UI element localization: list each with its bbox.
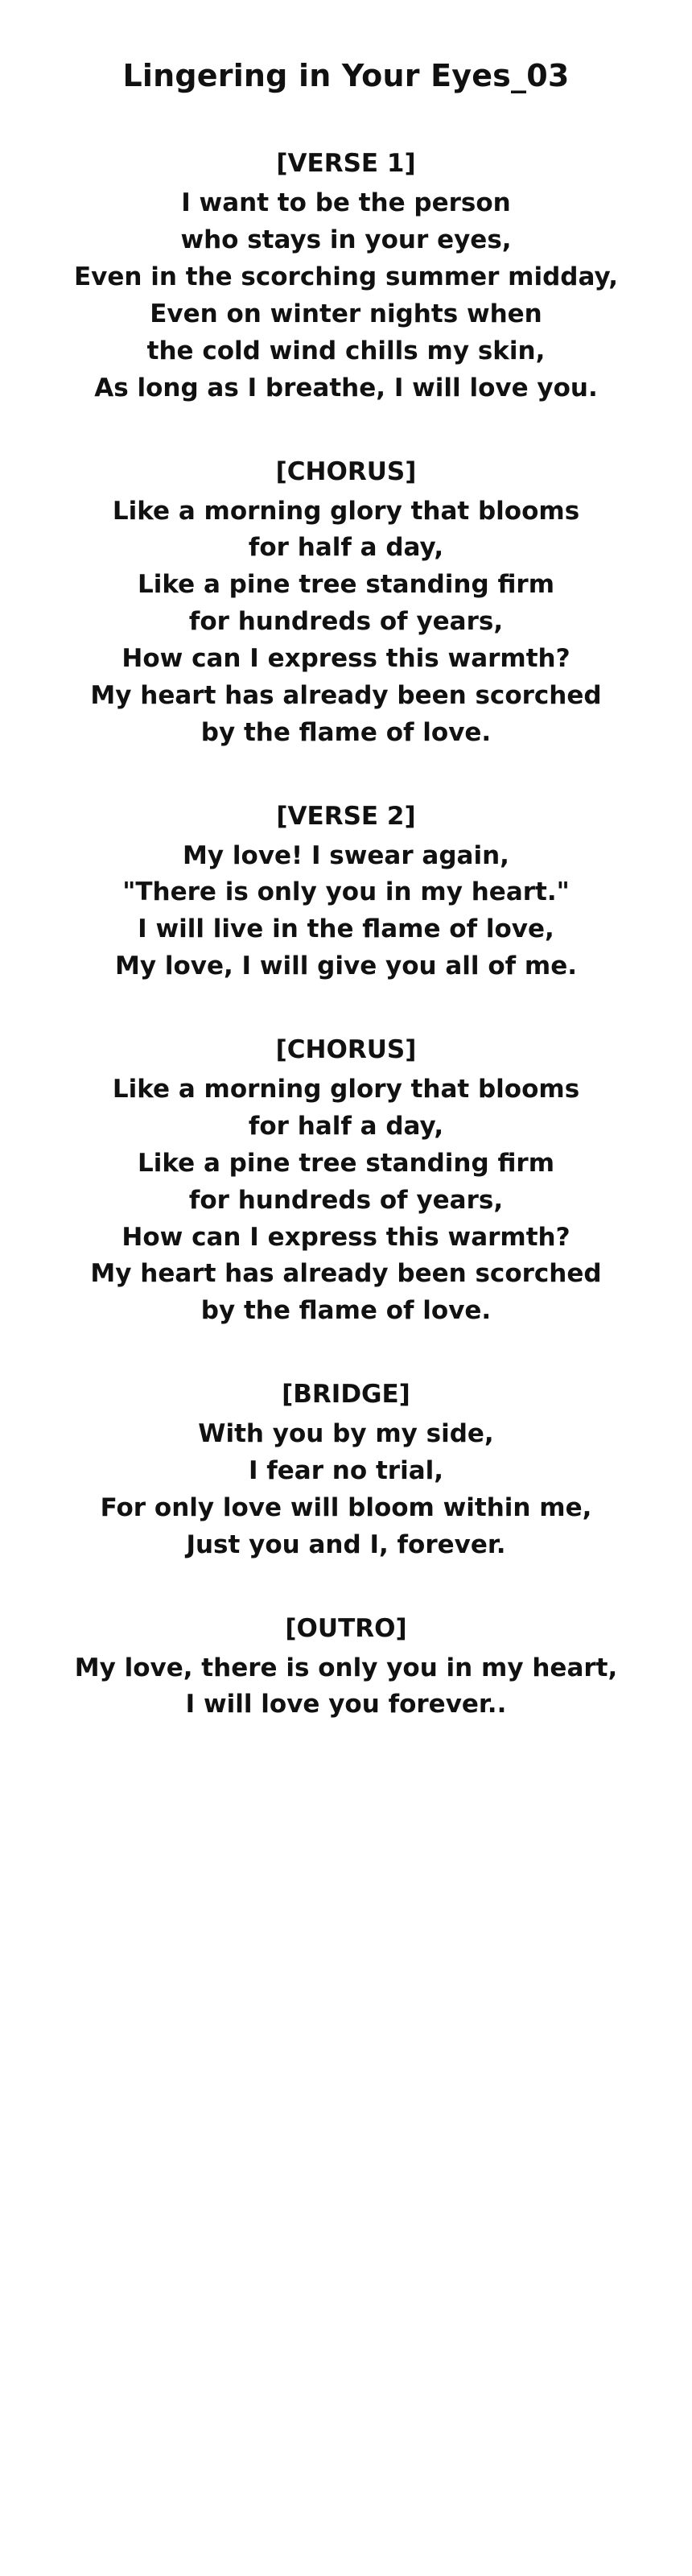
lyric-line: for half a day,: [248, 533, 444, 563]
lyric-line: for hundreds of years,: [188, 1185, 504, 1215]
lyrics-section-verse-2: [32, 799, 660, 985]
section-label: [OUTRO]: [285, 1613, 407, 1643]
section-label: [VERSE 2]: [276, 801, 416, 831]
lyric-line: For only love will bloom within me,: [100, 1492, 592, 1522]
lyric-line: who stays in your eyes,: [180, 225, 512, 255]
lyric-line: Like a pine tree standing firm: [137, 570, 555, 600]
lyric-line: As long as I breathe, I will love you.: [94, 373, 598, 402]
lyric-line: Even on winter nights when: [150, 299, 542, 328]
lyrics-section-verse-1: [32, 146, 660, 407]
lyrics-section-chorus-2: [32, 1032, 660, 1330]
section-label: [VERSE 1]: [276, 149, 416, 179]
lyric-line: I want to be the person: [181, 188, 511, 218]
lyric-line: I will live in the flame of love,: [138, 914, 554, 944]
lyric-line: How can I express this warmth?: [122, 644, 570, 674]
lyric-line: for hundreds of years,: [188, 607, 504, 637]
lyric-line: I fear no trial,: [248, 1455, 444, 1485]
lyric-line: My love, there is only you in my heart,: [74, 1653, 618, 1682]
lyric-line: Even in the scorching summer midday,: [73, 262, 619, 292]
lyric-line: My love, I will give you all of me.: [114, 952, 578, 981]
lyric-line: Like a pine tree standing firm: [137, 1148, 555, 1178]
lyric-line: My love! I swear again,: [183, 840, 509, 870]
lyric-line: My heart has already been scorched: [90, 680, 602, 710]
section-label: [BRIDGE]: [282, 1380, 410, 1410]
lyrics-section-chorus-1: [32, 454, 660, 752]
lyric-line: "There is only you in my heart.": [122, 877, 570, 907]
lyrics-section-outro: [32, 1611, 660, 1724]
lyric-line: by the flame of love.: [200, 717, 492, 747]
lyrics-section-bridge: [32, 1377, 660, 1563]
section-label: [CHORUS]: [275, 1035, 417, 1065]
lyric-line: I will love you forever..: [185, 1690, 507, 1719]
lyric-line: My heart has already been scorched: [90, 1259, 602, 1289]
lyric-line: Like a morning glory that blooms: [112, 496, 580, 526]
lyric-line: the cold wind chills my skin,: [146, 336, 546, 365]
lyric-line: With you by my side,: [198, 1419, 494, 1449]
lyric-line: How can I express this warmth?: [122, 1222, 570, 1252]
lyric-line: Like a morning glory that blooms: [112, 1075, 580, 1104]
lyric-line: Just you and I, forever.: [186, 1530, 506, 1559]
lyric-line: by the flame of love.: [200, 1296, 492, 1326]
page-title: Lingering in Your Eyes_03: [122, 58, 570, 93]
lyric-line: for half a day,: [248, 1111, 444, 1141]
section-label: [CHORUS]: [275, 456, 417, 486]
